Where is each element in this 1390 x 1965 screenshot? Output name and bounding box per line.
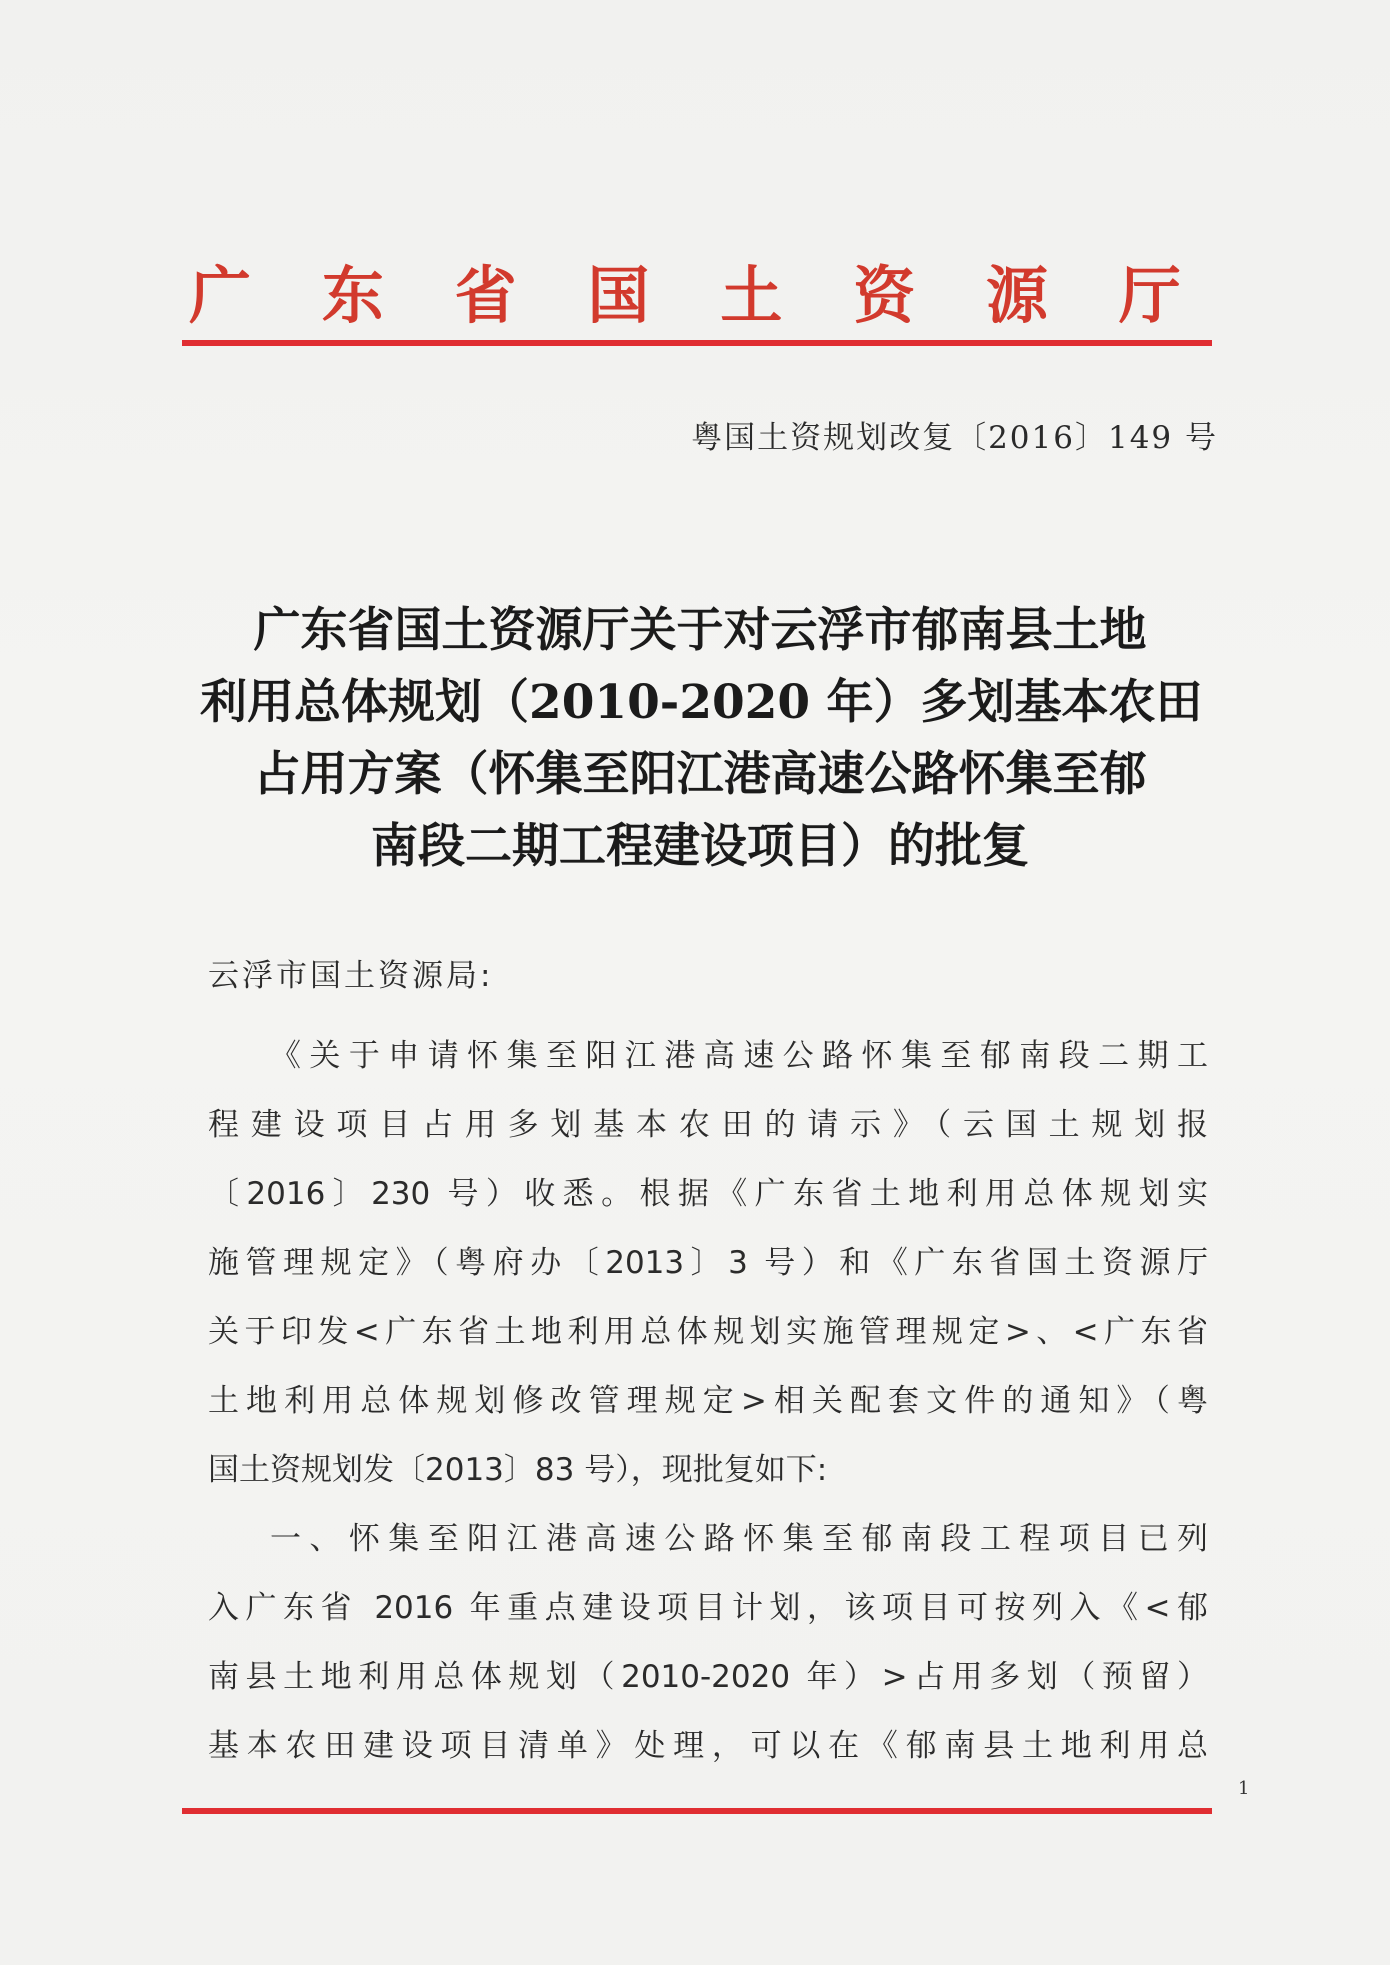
body-text [208,1022,1208,1781]
body-line: 一、怀集至阳江港高速公路怀集至郁南段工程项目已列 [270,1521,1208,1557]
title-line: 广东省国土资源厅关于对云浮市郁南县土地 [253,603,1147,658]
document-number: 粤国土资规划改复〔2016〕149 号 [691,420,1218,456]
letterhead-title [180,250,1190,330]
letterhead-char: 资 [853,258,916,332]
title-line: 利用总体规划（2010-2020 年）多划基本农田 [200,675,1203,730]
letterhead-char: 国 [587,258,650,332]
title-line: 占用方案（怀集至阳江港高速公路怀集至郁 [253,747,1147,802]
letterhead-char: 东 [321,258,384,332]
body-line: 国土资规划发〔2013〕83 号），现批复如下: [208,1452,828,1488]
recipient-line: 云浮市国土资源局: [208,958,494,994]
body-line: 土地利用总体规划修改管理规定>相关配套文件的通知》（粤 [208,1383,1208,1419]
body-line: 施管理规定》（粤府办〔2013〕3 号）和《广东省国土资源厅 [208,1245,1208,1281]
body-line: 南县土地利用总体规划（2010-2020 年）>占用多划（预留） [208,1659,1208,1695]
title-line: 南段二期工程建设项目）的批复 [371,819,1029,874]
letterhead-char: 源 [986,258,1049,332]
body-line: 程建设项目占用多划基本农田的请示》（云国土规划报 [208,1107,1208,1143]
letterhead-char: 厅 [1118,258,1181,332]
document-title [200,595,1203,883]
letterhead-char: 省 [454,258,517,332]
body-line: 基本农田建设项目清单》处理，可以在《郁南县土地利用总 [208,1728,1208,1764]
body-line: 关于印发<广东省土地利用总体规划实施管理规定>、<广东省 [208,1314,1208,1350]
footer-divider [182,1808,1212,1814]
body-line: 入广东省 2016 年重点建设项目计划，该项目可按列入《<郁 [208,1590,1208,1626]
letterhead-char: 广 [188,258,251,332]
body-line: 《关于申请怀集至阳江港高速公路怀集至郁南段二期工 [270,1038,1208,1074]
letterhead-divider [182,340,1212,346]
page-number: 1 [1238,1778,1250,1799]
letterhead-char: 土 [720,258,783,332]
body-line: 〔2016〕230 号）收悉。根据《广东省土地利用总体规划实 [208,1176,1208,1212]
